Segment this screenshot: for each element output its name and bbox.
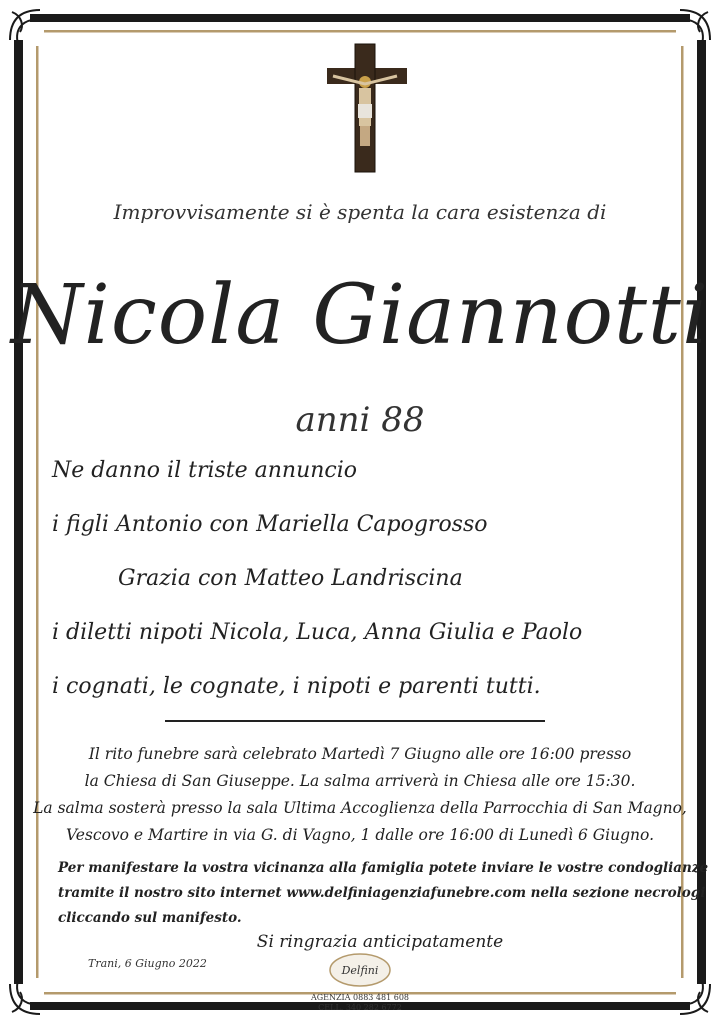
- divider: [165, 720, 545, 722]
- family-line: Ne danno il triste annuncio: [52, 458, 358, 483]
- rite-line: la Chiesa di San Giuseppe. La salma arriverà in Chiesa alle ore 15:30.: [84, 772, 636, 790]
- logo-text: Delfini: [341, 964, 379, 977]
- family-line: Grazia con Matteo Landriscina: [118, 566, 463, 591]
- condolence-line: cliccando sul manifesto.: [58, 910, 242, 926]
- crucifix-icon: [327, 44, 407, 172]
- agency-cell: CELL. 340 282 6772: [318, 1003, 402, 1012]
- condolence-line: Per manifestare la vostra vicinanza alla famiglia potete inviare le vostre condoglianze: [58, 860, 709, 876]
- thanks-text: Si ringrazia anticipatamente: [256, 932, 504, 952]
- family-line: i diletti nipoti Nicola, Luca, Anna Giulia e Paolo: [52, 620, 583, 645]
- deceased-age: anni 88: [295, 400, 425, 440]
- delfini-logo-icon: [316, 952, 404, 998]
- condolence-line: tramite il nostro sito internet www.delfiniagenziafunebre.com nella sezione necrologi: [58, 885, 706, 901]
- rite-line: La salma sosterà presso la sala Ultima Accoglienza della Parrocchia di San Magno,: [33, 799, 687, 817]
- intro-text: Improvvisamente si è spenta la cara esistenza di: [113, 200, 607, 224]
- family-line: i figli Antonio con Mariella Capogrosso: [52, 512, 488, 537]
- rite-line: Vescovo e Martire in via G. di Vagno, 1 dalle ore 16:00 di Lunedì 6 Giugno.: [65, 826, 655, 844]
- family-line: i cognati, le cognate, i nipoti e parenti tutti.: [52, 674, 541, 699]
- agency-phone: AGENZIA 0883 481 608: [310, 993, 410, 1002]
- rite-line: Il rito funebre sarà celebrato Martedì 7 Giugno alle ore 16:00 presso: [88, 745, 632, 763]
- place-date: Trani, 6 Giugno 2022: [88, 957, 207, 970]
- deceased-name: Nicola Giannotti: [10, 268, 710, 363]
